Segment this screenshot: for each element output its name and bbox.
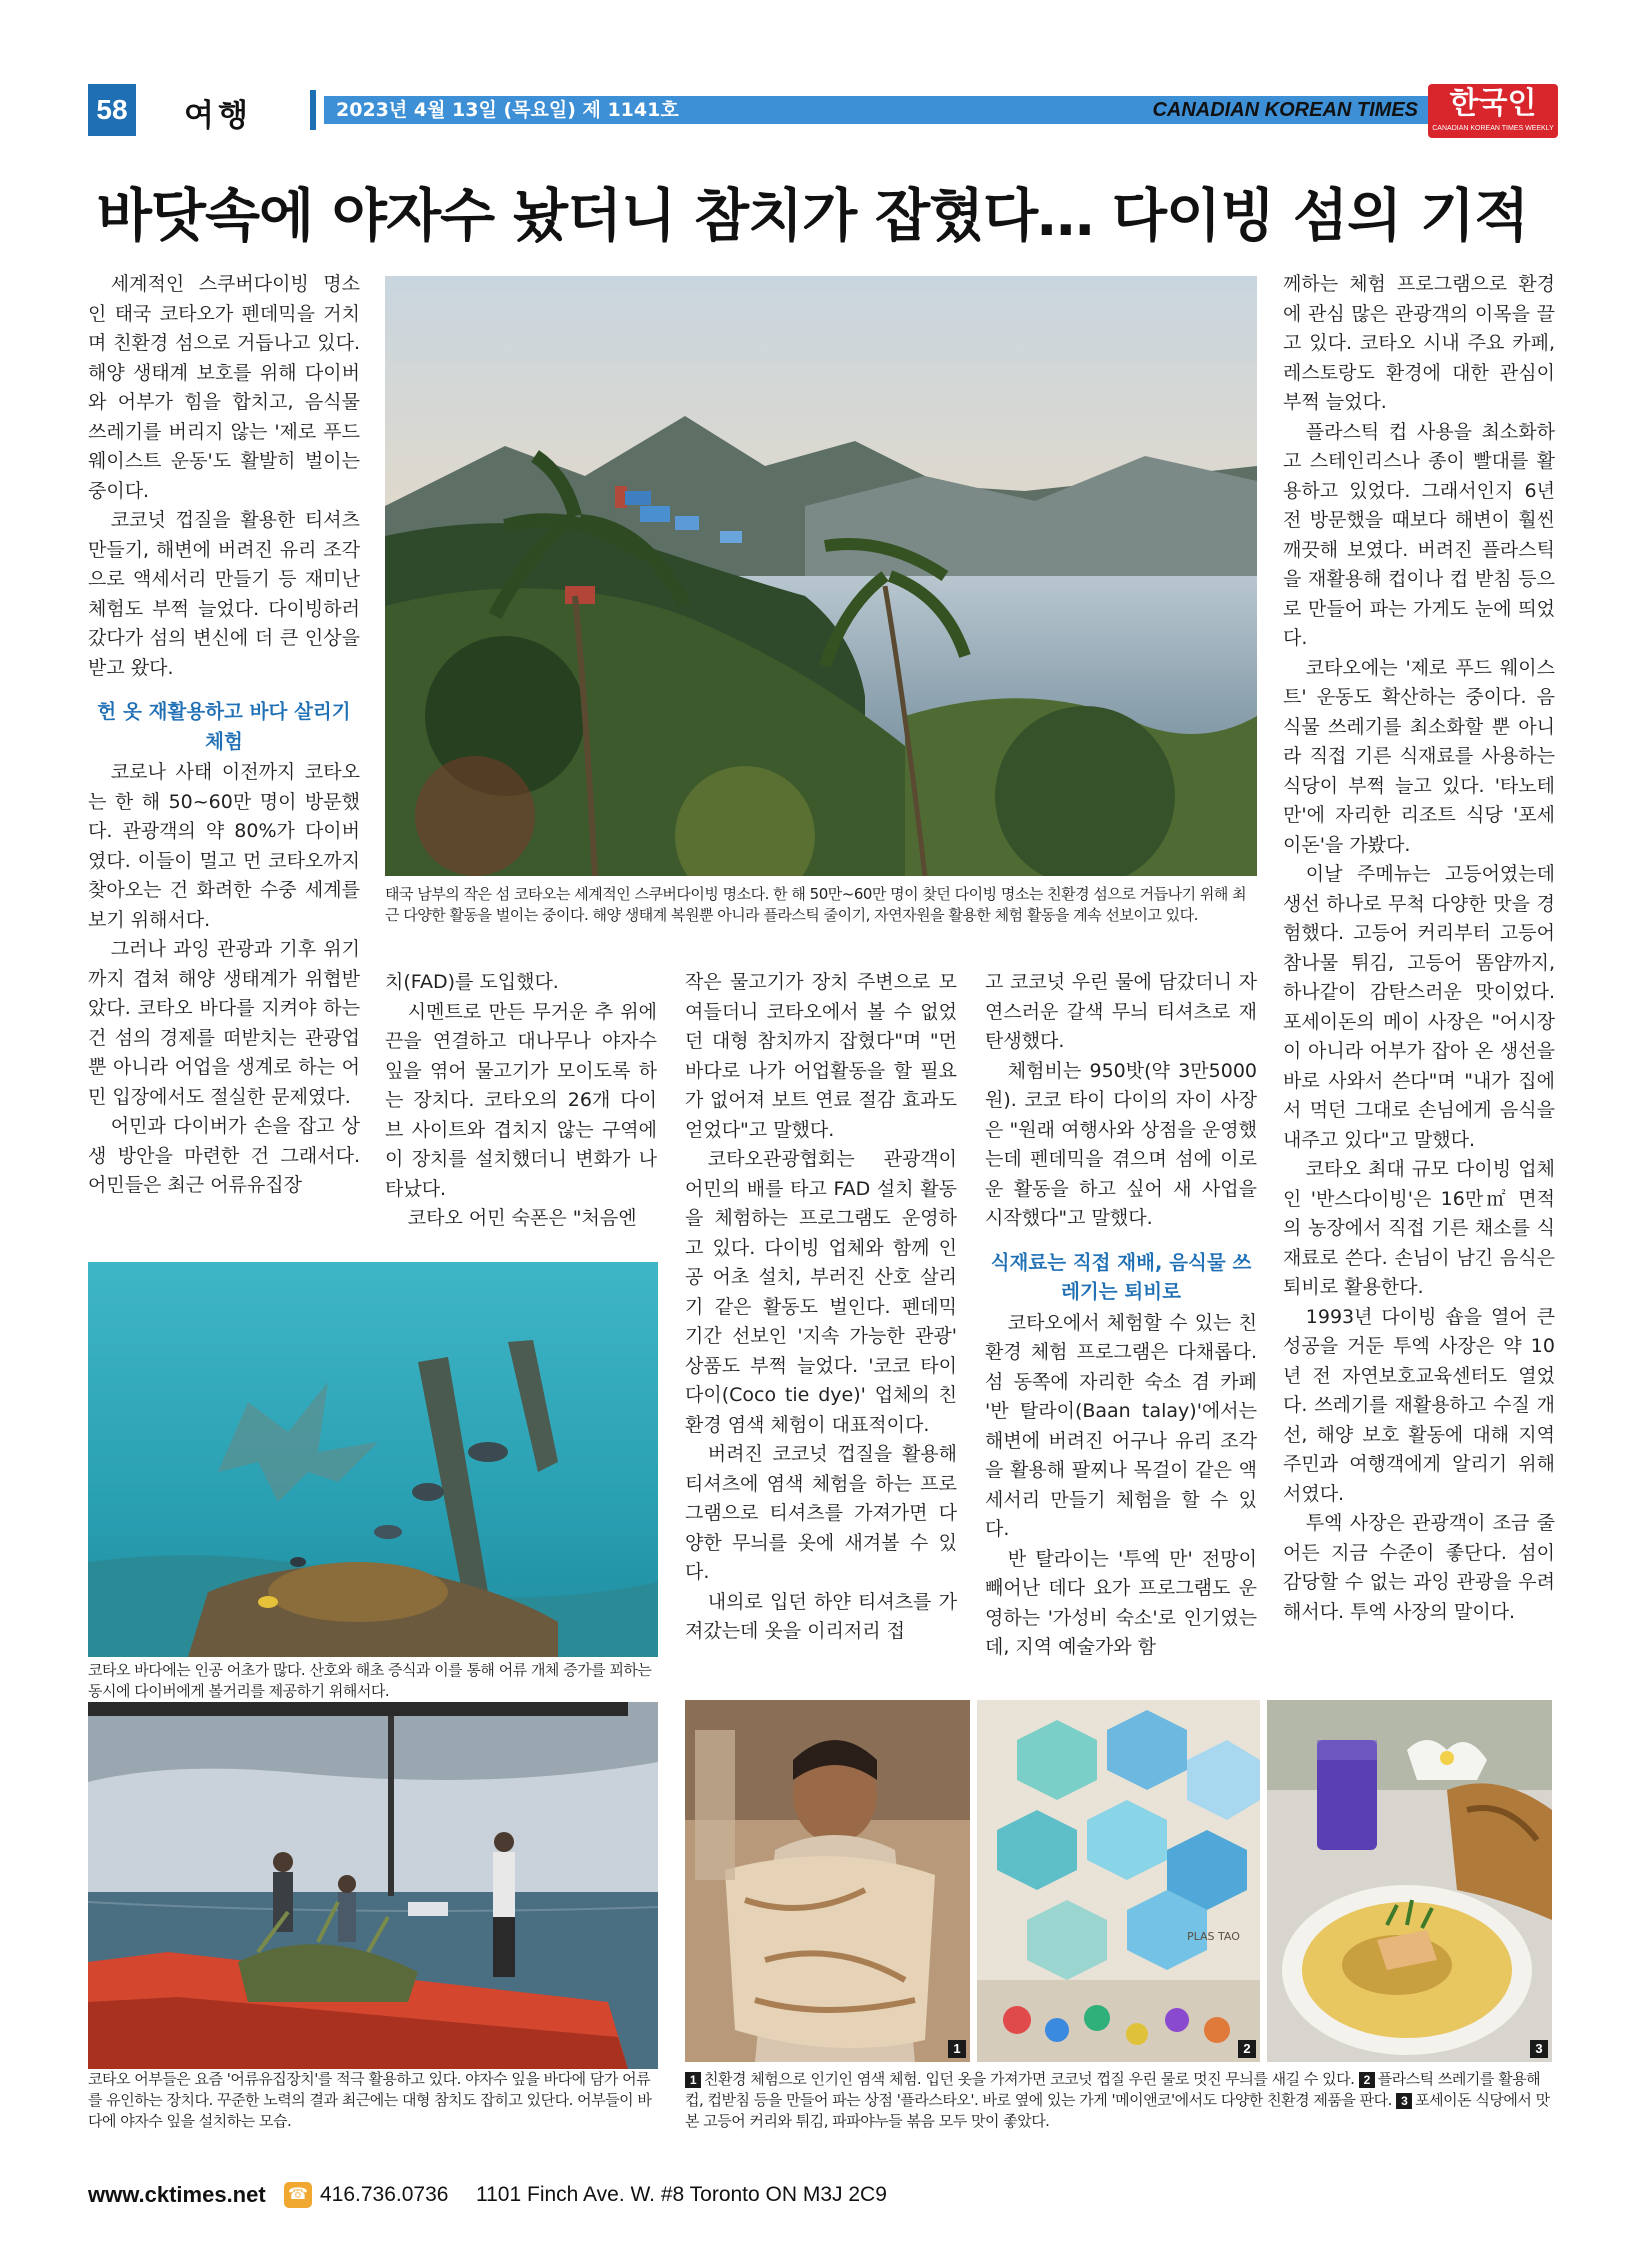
trio-caption [685,2069,1555,2132]
paragraph: 1993년 다이빙 숍을 열어 큰 성공을 거둔 투엑 사장은 약 10년 전 자연보호교육센터도 열었다. 쓰레기를 재활용하고 수질 개선, 해양 보호 활동에 대해 지역 주민과 여행객에게 알리기 위해서였다. [1283,1305,1555,1505]
paragraph: 체험비는 950밧(약 3만5000원). 코코 타이 다이의 자이 사장은 "원래 여행사와 상점을 운영했는데 펜데믹을 겪으며 섬에 이로운 활동을 하고 싶어 새 사업을 시작했다"고 말했다. [985,1059,1257,1229]
island-landscape-icon [385,276,1257,876]
photo-tag-1: 1 [948,2040,966,2058]
paragraph: 내의로 입던 하얀 티셔츠를 가져갔는데 옷을 이리저리 접 [685,1590,957,1642]
phone-icon: ☎ [284,2182,312,2208]
subheading: 식재료는 직접 재배, 음식물 쓰레기는 퇴비로 [990,1250,1252,1303]
fishermen-caption: 코타오 어부들은 요즘 '어류유집장치'를 적극 활용하고 있다. 야자수 잎을 바다에 담가 어류를 유인하는 장치다. 꾸준한 노력의 결과 최근에는 대형 참치도 잡히고 있단다. 어부들이 바다에 야자수 잎을 설치하는 모습. [88,2070,652,2130]
paragraph: 시멘트로 만든 무거운 추 위에 끈을 연결하고 대나무나 야자수 잎을 엮어 물고기가 모이도록 하는 장치다. 코타오의 26개 다이브 사이트와 겹치지 않는 구역에 이 장치를 설치했더니 변화가 나타났다. [385,1000,657,1200]
page-footer [88,2178,1558,2214]
paragraph: 버려진 코코넛 껍질을 활용해 티셔츠에 염색 체험을 하는 프로그램으로 티셔츠를 가져가면 다양한 무늬를 옷에 새겨볼 수 있다. [685,1443,957,1583]
paragraph: 반 탈라이는 '투엑 만' 전망이 빼어난 데다 요가 프로그램도 운영하는 '가성비 숙소'로 인기였는데, 지역 예술가와 함 [985,1547,1257,1658]
fishermen-photo [88,1702,658,2069]
paragraph: 이날 주메뉴는 고등어였는데 생선 하나로 무척 다양한 맛을 경험했다. 고등어 커리부터 고등어참나물 튀김, 고등어 똠얌까지, 하나같이 감탄스러운 맛이었다. 포세이돈의 메이 사장은 "어시장이 아니라 어부가 잡아 온 생선을 바로 사와서 쓴다"며 "내가 집에서 먹던 그대로 손님에게 음식을 내주고 있다"고 말했다. [1283,863,1555,1151]
page-header [88,84,1558,136]
header-divider [310,90,316,130]
page-number: 58 [88,84,136,136]
paragraph: 코타오에서 체험할 수 있는 친환경 체험 프로그램은 다채롭다. 섬 동쪽에 자리한 숙소 겸 카페 '반 탈라이(Baan talay)'에서는 해변에 버려진 어구나 유리 조각을 활용해 팔찌나 목걸이 같은 액세서리 만들기 체험을 할 수 있다. [985,1311,1257,1540]
main-photo-caption: 태국 남부의 작은 섬 코타오는 세계적인 스쿠버다이빙 명소다. 한 해 50만~60만 명이 찾던 다이빙 명소는 친환경 섬으로 거듭나기 위해 최근 다양한 활동을 벌이는 중이다. 해양 생태계 복원뿐 아니라 플라스틱 줄이기, 자연자원을 활용한 체험 활동을 계속 선보이고 있다. [385,885,1247,924]
paragraph: 코타오에는 '제로 푸드 웨이스트' 운동도 확산하는 중이다. 음식물 쓰레기를 최소화할 뿐 아니라 직접 기른 식재료를 사용하는 식당이 부쩍 늘고 있다. '타노테 만'에 자리한 리조트 식당 '포세이돈'을 가봤다. [1283,656,1555,856]
paragraph: 께하는 체험 프로그램으로 환경에 관심 많은 관광객의 이목을 끌고 있다. 코타오 시내 주요 카페, 레스토랑도 환경에 대한 관심이 부쩍 늘었다. [1283,273,1555,413]
section-title: 여행 [184,98,252,134]
paragraph: 어민과 다이버가 손을 잡고 상생 방안을 마련한 건 그래서다. 어민들은 최근 어류유집장 [88,1115,360,1196]
fishermen-boat-icon [88,1702,658,2069]
logo-subtext: CANADIAN KOREAN TIMES WEEKLY [1432,125,1554,132]
paragraph: 투엑 사장은 관광객이 조금 줄어든 지금 수준이 좋단다. 섬이 감당할 수 없는 과잉 관광을 우려해서다. 투엑 사장의 말이다. [1283,1512,1555,1623]
caption-tag-3: 3 [1396,2093,1412,2109]
article-column-1 [88,270,360,1201]
paragraph: 고 코코넛 우린 물에 담갔더니 자연스러운 갈색 무늬 티셔츠로 재탄생했다. [985,971,1257,1052]
recycled-plastic-coasters-icon [977,1700,1260,2062]
underwater-caption: 코타오 바다에는 인공 어초가 많다. 산호와 해초 증식과 이를 통해 어류 개체 증가를 꾀하는 동시에 다이버에게 볼거리를 제공하기 위해서다. [88,1661,652,1700]
paragraph: 치(FAD)를 도입했다. [385,971,559,993]
logo-text: 한국인 [1449,86,1537,121]
tie-dye-photo [685,1700,970,2062]
photo-tag-3: 3 [1530,2040,1548,2058]
newspaper-logo [1428,84,1558,138]
coaster-label: PLAS TAO [1187,1930,1240,1943]
paragraph: 그러나 과잉 관광과 기후 위기까지 겹쳐 해양 생태계가 위협받았다. 코타오 바다를 지켜야 하는 건 섬의 경제를 떠받치는 관광업뿐 아니라 어업을 생계로 하는 어민 입장에서도 절실한 문제였다. [88,938,360,1108]
caption-1: 친환경 체험으로 인기인 염색 체험. 입던 옷을 가져가면 코코넛 껍질 우린 물로 멋진 무늬를 새길 수 있다. [704,2070,1355,2088]
subheading: 헌 옷 재활용하고 바다 살리기 체험 [97,700,351,753]
caption-tag-2: 2 [1359,2072,1375,2088]
article-column-5 [1283,270,1555,1627]
paragraph: 코타오 최대 규모 다이빙 업체인 '반스다이빙'은 16만㎡ 면적의 농장에서 직접 기른 채소를 식재료로 쓴다. 손님이 남긴 음식은 퇴비로 활용한다. [1283,1158,1555,1298]
paper-name: CANADIAN KOREAN TIMES [1152,99,1418,121]
paragraph: 플라스틱 컵 사용을 최소화하고 스테인리스나 종이 빨대를 활용하고 있었다. 그래서인지 6년 전 방문했을 때보다 해변이 훨씬 깨끗해 보였다. 버려진 플라스틱을 재활용해 컵이나 컵 받침 등으로 만들어 파는 가게도 눈에 띄었다. [1283,420,1555,649]
headline: 바닷속에 야자수 놨더니 참치가 잡혔다… 다이빙 섬의 기적 [96,183,1529,249]
website-link[interactable]: www.cktimes.net [88,2182,266,2207]
main-photo [385,276,1257,876]
tie-dye-woman-icon [685,1700,970,2062]
caption-2: 플라스틱 쓰레기를 활용해 컵, 컵받침 등을 만들어 파는 상점 '플라스타오'. 바로 옆에 있는 가게 '메이앤코'에서도 다양한 친환경 제품을 판다. [685,2070,1541,2109]
food-photo [1267,1700,1552,2062]
paragraph: 세계적인 스쿠버다이빙 명소인 태국 코타오가 펜데믹을 거치며 친환경 섬으로 거듭나고 있다. 해양 생태계 보호를 위해 다이버와 어부가 힘을 합치고, 음식물 쓰레기를 버리지 않는 '제로 푸드 웨이스트 운동'도 활발히 벌이는 중이다. [88,273,360,502]
underwater-photo [88,1262,658,1657]
paragraph: 코타오관광협회는 관광객이 어민의 배를 타고 FAD 설치 활동을 체험하는 프로그램도 운영하고 있다. 다이빙 업체와 함께 인공 어초 설치, 부러진 산호 살리기 같은 활동도 벌인다. 펜데믹 기간 선보인 '지속 가능한 관광' 상품도 부쩍 늘었다. '코코 타이 다이(Coco tie dye)' 업체의 친환경 염색 체험이 대표적이다. [685,1148,957,1436]
artificial-reef-icon [88,1262,658,1657]
paragraph: 코타오 어민 숙폰은 "처음엔 [407,1207,637,1229]
caption-3: 포세이돈 식당에서 맛본 고등어 커리와 튀김, 파파야누들 볶음 모두 맛이 좋았다. [685,2091,1550,2130]
paragraph: 코코넛 껍질을 활용한 티셔츠 만들기, 해변에 버려진 유리 조각으로 액세서리 만들기 등 재미난 체험도 부쩍 늘었다. 다이빙하러 갔다가 섬의 변신에 더 큰 인상을 받고 왔다. [88,509,360,679]
photo-tag-2: 2 [1238,2040,1256,2058]
caption-tag-1: 1 [685,2072,701,2088]
phone-number: 416.736.0736 [320,2183,449,2206]
address: 1101 Finch Ave. W. #8 Toronto ON M3J 2C9 [476,2183,887,2206]
issue-date: 2023년 4월 13일 (목요일) 제 1141호 [336,99,679,121]
article-column-4 [985,968,1257,1663]
paragraph: 작은 물고기가 장치 주변으로 모여들더니 코타오에서 볼 수 없었던 대형 참치까지 잡혔다"며 "먼 바다로 나가 어업활동을 할 필요가 없어져 보트 연료 절감 효과도 얻었다"고 말했다. [685,971,957,1141]
paragraph: 코로나 사태 이전까지 코타오는 한 해 50~60만 명이 방문했다. 관광객의 약 80%가 다이버였다. 이들이 멀고 먼 코타오까지 찾아오는 건 화려한 수중 세계를 보기 위해서다. [88,761,360,931]
food-dishes-icon [1267,1700,1552,2062]
article-column-3 [685,968,957,1647]
coasters-photo [977,1700,1260,2062]
article-column-2 [385,968,657,1234]
